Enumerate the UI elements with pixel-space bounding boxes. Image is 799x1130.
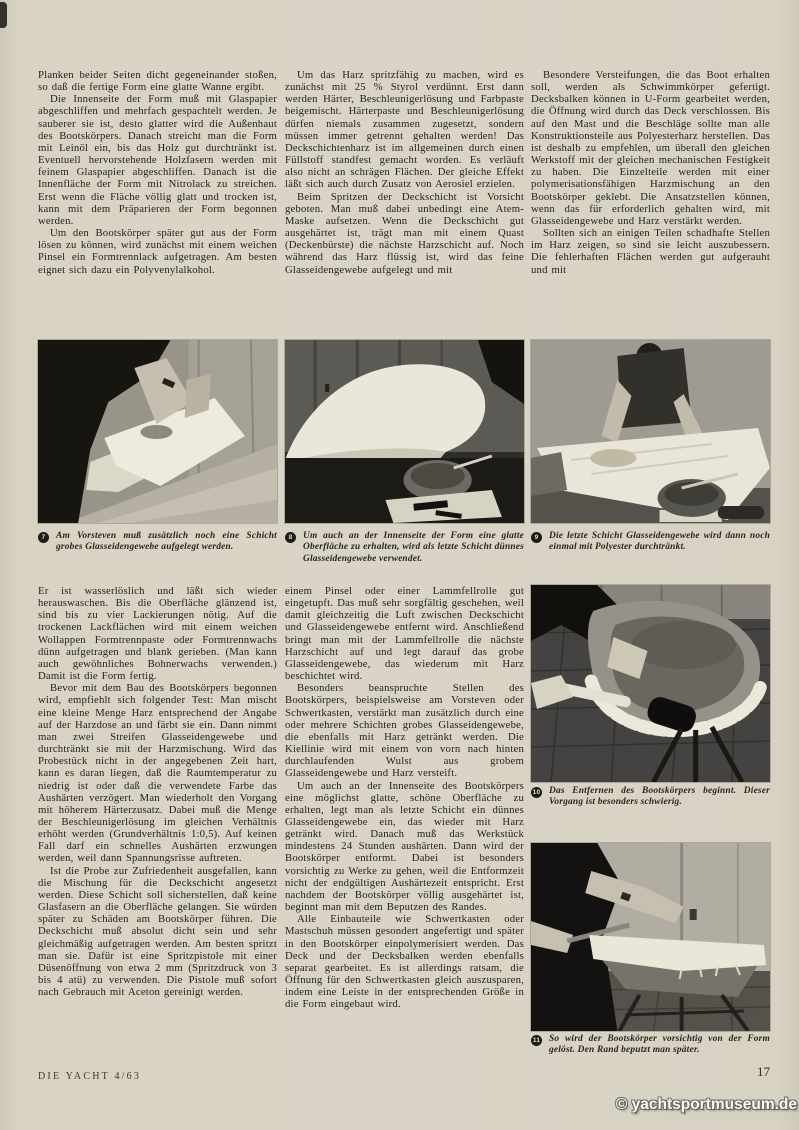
caption-photo-10 — [531, 786, 770, 809]
paragraph: Um den Bootskörper später gut aus der Form lösen zu können, wird zunächst mit einem weichen Pinsel ein Formtrennlack aufgetragen. Am besten eignet sich dazu ein Polyvenylalkohol. — [38, 227, 277, 276]
caption-text: Um auch an der Innenseite der Form eine glatte Oberfläche zu erhalten, wird als letzte Schicht dünnes Glasseidengewebe verwendet. — [303, 531, 524, 564]
paragraph: Ist die Probe zur Zufriedenheit ausgefallen, kann die Mischung für die Deckschicht angesetzt werden. Diese Schicht soll sicherstellen, daß keine Glasfasern an die Oberfläche gelangen. Sie würden später zu Schäden am Bootskörper führen. Die Deckschicht muß absolut dicht sein und sehr gleichmäßig aufgetragen werden. Am besten spritzt man sie. Dafür ist eine Spritzpistole mit einer Düsenöffnung von etwa 2 mm (Spritzdruck von 3 bis 4 atü) zu verwenden. Die Pistole muß sofort nach Gebrauch mit Aceton gereinigt werden. — [38, 864, 277, 999]
photo-number-badge-icon: 7 — [38, 532, 49, 543]
caption-photo-9 — [531, 531, 770, 554]
column-1-bottom — [38, 585, 277, 1063]
column-2-top — [285, 69, 524, 333]
page-number: 17 — [757, 1064, 770, 1079]
paragraph: einem Pinsel oder einer Lammfellrolle gut eingetupft. Das muß sehr sorgfältig geschehen, weil damit gleichzeitig die Luft zwischen Deckschicht und Glasseidengewebe entfernt wird. Anschließend bringt man mit der Lammfellrolle die nächste Harzschicht auf und legt darauf das grobe Glasseidengewebe, das wiederum mit Harz beschichtet wird. — [285, 585, 524, 683]
photo-11-releasing-hull-photo — [531, 843, 770, 1031]
paragraph: Die Innenseite der Form muß mit Glaspapier abgeschliffen und mehrfach gespachtelt werden. Je sauberer sie ist, desto glatter wird die Außenhaut des Bootskörpers. Danach streicht man die Form mit Leinöl ein, bis das Holz gut durchtränkt ist. Eventuell hervorstehende Holzfasern werden mit feinem Glaspapier abgeschliffen. Danach ist die Innenfläche der Form mit Nitrolack zu streichen. Erst wenn die Fläche völlig glatt und trocken ist, kann mit dem Präparieren der Form begonnen werden. — [38, 93, 277, 227]
photo-10-demoulding-photo — [531, 585, 770, 782]
paragraph: Planken beider Seiten dicht gegeneinander stoßen, so daß die fertige Form eine glatte Wanne ergibt. — [38, 69, 277, 94]
caption-photo-7 — [38, 531, 277, 554]
photo-11-illustration — [531, 843, 770, 1031]
paragraph: Beim Spritzen der Deckschicht ist Vorsicht geboten. Man muß dabei unbedingt eine Atem-Maske aufsetzen. Wenn die Deckschicht gut ausgehärtet ist, trägt man mit einem Quast (Deckenbürste) die nächste Harzschicht auf. Noch während das Harz flüssig ist, wird das feine Glasseidengewebe aufgelegt und mit — [285, 190, 524, 276]
paragraph: Er ist wasserlöslich und läßt sich wieder herauswaschen. Bis die Oberfläche glänzend ist, sind bis zu vier Lackierungen nötig. Auf die trockenen Lackflächen wird mit einem weichen Wollappen Formtrennpaste oder Formtrennwachs dünn aufgetragen und blank gerieben. (Man kann auch gewöhnliches Bohnerwachs verwenden.) Damit ist die Form fertig. — [38, 585, 277, 683]
scan-edge-artifact — [0, 2, 7, 28]
photo-9-illustration — [531, 340, 770, 523]
journal-footer: DIE YACHT 4/63 — [38, 1071, 142, 1082]
caption-photo-11 — [531, 1034, 770, 1057]
paragraph: Bevor mit dem Bau des Bootskörpers begonnen wird, empfiehlt sich folgender Test: Man mischt eine kleine Menge Harz entsprechend der Angabe auf der Harzdose an und färbt sie ein. Dann nimmt man zwei Streifen Glasseidengewebe und durchtränkt sie mit der Harzmischung. Wird das Probestück nicht in der angegebenen Zeit hart, kann es daran liegen, daß die Raumtemperatur zu niedrig ist oder daß die verwendete Farbe das Aushärten verzögert. Man wiederholt den Vorgang mit höherem Härterzusatz. Dabei muß die Menge der Beschleunigerlösung im gleichen Verhältnis erhöht werden (Grundverhältnis 1:0,5). Auf keinen Fall darf ein schnelles Aushärten erzwungen werden, weil dann Spannungsrisse auftreten. — [38, 682, 277, 865]
paragraph: Sollten sich an einigen Teilen schadhafte Stellen im Harz zeigen, so sind sie leicht auszubessern. Die fehlerhaften Flächen werden gut aufgerauht und mit — [531, 227, 770, 276]
photo-8-lifting-sheet-photo — [285, 340, 524, 523]
photo-10-illustration — [531, 585, 770, 782]
photo-number-badge-icon: 10 — [532, 789, 541, 796]
photo-number-badge-icon: 8 — [285, 532, 296, 543]
paragraph: Um das Harz spritzfähig zu machen, wird es zunächst mit 25 % Styrol verdünnt. Erst dann werden Härter, Beschleunigerlösung und Farbpaste beigemischt. Härterpaste und Beschleunigerlösung dürfen niemals zusammen zugesetzt, sondern müssen immer getrennt gehalten werden! Das Deckschichtenharz ist im allgemeinen durch einen Füllstoff standfest gemacht worden. Es verläuft also nicht an schrägen Flächen. Der gleiche Effekt läßt sich auch durch Zusatz von Aerosiel erzielen. — [285, 69, 524, 191]
photo-number-badge-icon: 11 — [532, 1037, 541, 1044]
photo-7-applying-fabric-photo — [38, 340, 277, 523]
photo-7-illustration — [38, 340, 277, 523]
paragraph: Alle Einbauteile wie Schwertkasten oder Mastschuh müssen gesondert angefertigt und später in den Bootskörper einpolymerisiert werden. Das Deck und der Decksbalken werden ebenfalls separat gearbeitet. Es ist allerdings ratsam, die Öffnung für den Schwertkasten gleich auszusparen, indem eine Leiste in der entsprechenden Größe in die Form eingebaut wird. — [285, 913, 524, 1011]
caption-text: Das Entfernen des Bootskörpers beginnt. Dieser Vorgang ist besonders schwierig. — [549, 786, 770, 808]
paragraph: Besondere Versteifungen, die das Boot erhalten soll, werden als Schwimmkörper gefertigt. Decksbalken können in U-Form gearbeitet werden, die Öffnung wird durch das Deck verschlossen. Bis auf den Mast und die Beschläge sollte man alle Konstruktionsteile aus Polyesterharz herstellen. Das ist deshalb zu empfehlen, um überall den gleichen Werkstoff mit der gleichen mechanischen Festigkeit zu haben. Die Einzelteile werden mit einer polymerisationsfähigen Harzmischung an den Bootskörper geklebt. Die Ansatzstellen können, wenn das für erforderlich gehalten wird, mit Glasseidengewebe und Harz verstärkt werden. — [531, 69, 770, 227]
caption-photo-8 — [285, 531, 524, 565]
column-3-top — [531, 69, 770, 333]
column-1-top — [38, 69, 277, 333]
photo-9-soaking-layer-photo — [531, 340, 770, 523]
photo-8-illustration — [285, 340, 524, 523]
paragraph: Um auch an der Innenseite des Bootskörpers eine möglichst glatte, schöne Oberfläche zu erhalten, legt man als letzte Schicht ein dünnes Glasseidengewebe ein, das wieder mit Harz getränkt wird. Danach muß das Werkstück mindestens 24 Stunden aushärten. Dann wird der Bootskörper entformt. Dabei ist besonders vorsichtig zu Werke zu gehen, weil die Entformzeit nicht der endgültigen Aushärtezeit entspricht. Erst nachdem der Bootskörper völlig ausgehärtet ist, beginnt man mit dem Beputzen des Randes. — [285, 779, 524, 914]
watermark: © yachtsportmuseum.de — [615, 1096, 797, 1113]
caption-text: Die letzte Schicht Glasseidengewebe wird dann noch einmal mit Polyester durchtränkt. — [549, 531, 770, 553]
caption-text: So wird der Bootskörper vorsichtig von der Form gelöst. Den Rand beputzt man später. — [549, 1034, 770, 1056]
photo-number-badge-icon: 9 — [531, 532, 542, 543]
caption-text: Am Vorsteven muß zusätzlich noch eine Schicht grobes Glasseidengewebe aufgelegt werden. — [56, 531, 277, 553]
column-2-bottom — [285, 585, 524, 1063]
paragraph: Besonders beanspruchte Stellen des Bootskörpers, beispielsweise am Vorsteven oder Schwertkasten, verstärkt man zusätzlich durch eine oder mehrere Schichten grobes Glasseidengewebe, die ebenfalls mit Harz getränkt werden. Die Kiellinie wird mit einem von vorn nach hinten durchlaufenden Wulst aus grobem Glasseidengewebe und Harz versteift. — [285, 682, 524, 780]
